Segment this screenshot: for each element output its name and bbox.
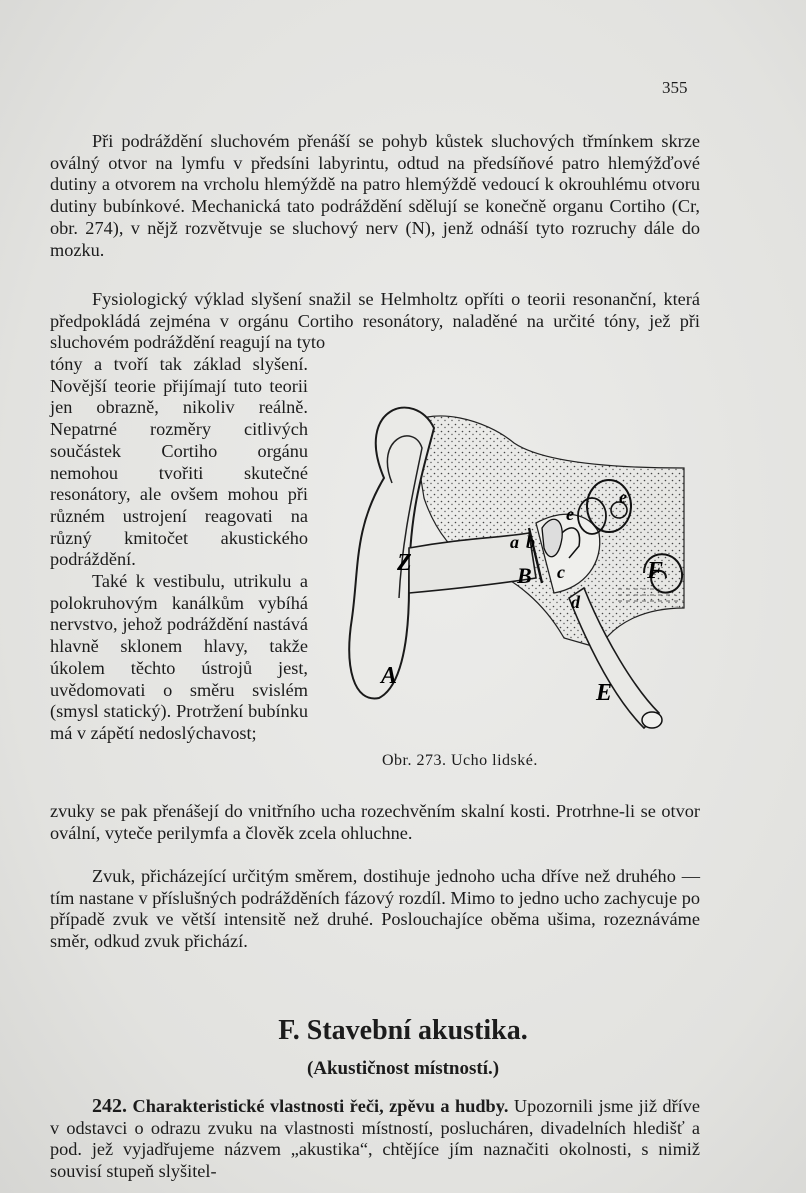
paragraph-resonance-theory: Fysiologický výklad slyšení snažil se Helmholtz opříti o teorii resonanční, která předpokládá zejména v orgánu Cortiho resonátory, naladěné na určité tóny, jež při sluchovém podráždění reagují na tyto [50, 289, 700, 353]
paragraph-resonance-continued: tóny a tvoří tak základ slyšení. Novější teorie přijímají tuto teorii jen obrazně, nikoliv reálně. Nepatrné rozměry citlivých součástek Cortiho orgánu nemohou tvořiti skutečné resonátory, ale ovšem mohou při různém ustrojení reagovati na různý kmitočet akustického podráždění. [50, 354, 308, 570]
paragraph-242 [50, 1096, 700, 1183]
label-e-upper: e [619, 487, 627, 507]
paragraph-title: Charakteristické vlastnosti řeči, zpěvu a hudby. [132, 1096, 509, 1116]
label-b: b [526, 532, 535, 552]
page-number: 355 [662, 78, 688, 97]
label-e: e [566, 504, 574, 524]
paragraph-middle-ear: Při podráždění sluchovém přenáší se pohyb kůstek sluchových třmínkem skrze oválný otvor na lymfu v předsíni labyrintu, odtud na předsíňové patro hlemýžďové dutiny a otvorem na vrcholu hlemýždě na patro hlemýždě vedoucí k okrouhlému otvoru dutiny bubínkové. Mechanická tato podráždění sdělují se konečně organu Cortiho (Cr, obr. 274), v nějž rozvětvuje se sluchový nerv (N), jenž odnáší tyto rozruchy dále do mozku. [50, 131, 700, 260]
section-subheading: (Akustičnost místností.) [306, 1058, 500, 1079]
label-Z: Z [397, 550, 412, 576]
label-F: F [647, 558, 664, 584]
label-d: d [571, 592, 580, 612]
label-E: E [596, 680, 613, 706]
label-B: B [517, 563, 532, 588]
section-heading: F. Stavební akustika. [278, 1015, 528, 1046]
label-A: A [381, 663, 398, 689]
paragraph-number: 242. [92, 1095, 127, 1117]
paragraph-vestibule-continued: zvuky se pak přenášejí do vnitřního ucha rozechvěním skalní kosti. Protrhne-li se otvor ovální, vyteče perilymfa a člověk zcela ohluchne. [50, 801, 700, 843]
paragraph-body: Upozornili jsme již dříve v odstavci o odrazu zvuku na vlastnosti místností, poslucháren, divadelních hledišť a pod. jež vyjadřujeme názvem „akustika“, chtějíce jím naznačiti okolnosti, s nimiž souvisí stupeň slyšitel- [50, 1096, 701, 1182]
figure-caption: Obr. 273. Ucho lidské. [382, 752, 538, 769]
label-a: a [510, 532, 519, 552]
ear-anatomy-figure [314, 388, 694, 748]
paragraph-sound-direction: Zvuk, přicházející určitým směrem, dostihuje jednoho ucha dříve než druhého — tím nastane v příslušných podrážděních fázový rozdíl. Mimo to jedno ucho zachycuje po případě zvuk ve větší intensitě než druhé. Poslouchajíce oběma ušima, rozeznáváme směr, odkud zvuk přichází. [50, 866, 700, 952]
label-c: c [557, 562, 565, 582]
paragraph-vestibule: Také k vestibulu, utrikulu a polokruhovým kanálkům vybíhá nervstvo, jehož podráždění nastává hlavně sklonem hlavy, takže úkolem těchto ústrojů jest, uvědomovati o směru svislém (smysl statický). Protržení bubínku má v zápětí nedoslýchavost; [50, 571, 308, 743]
